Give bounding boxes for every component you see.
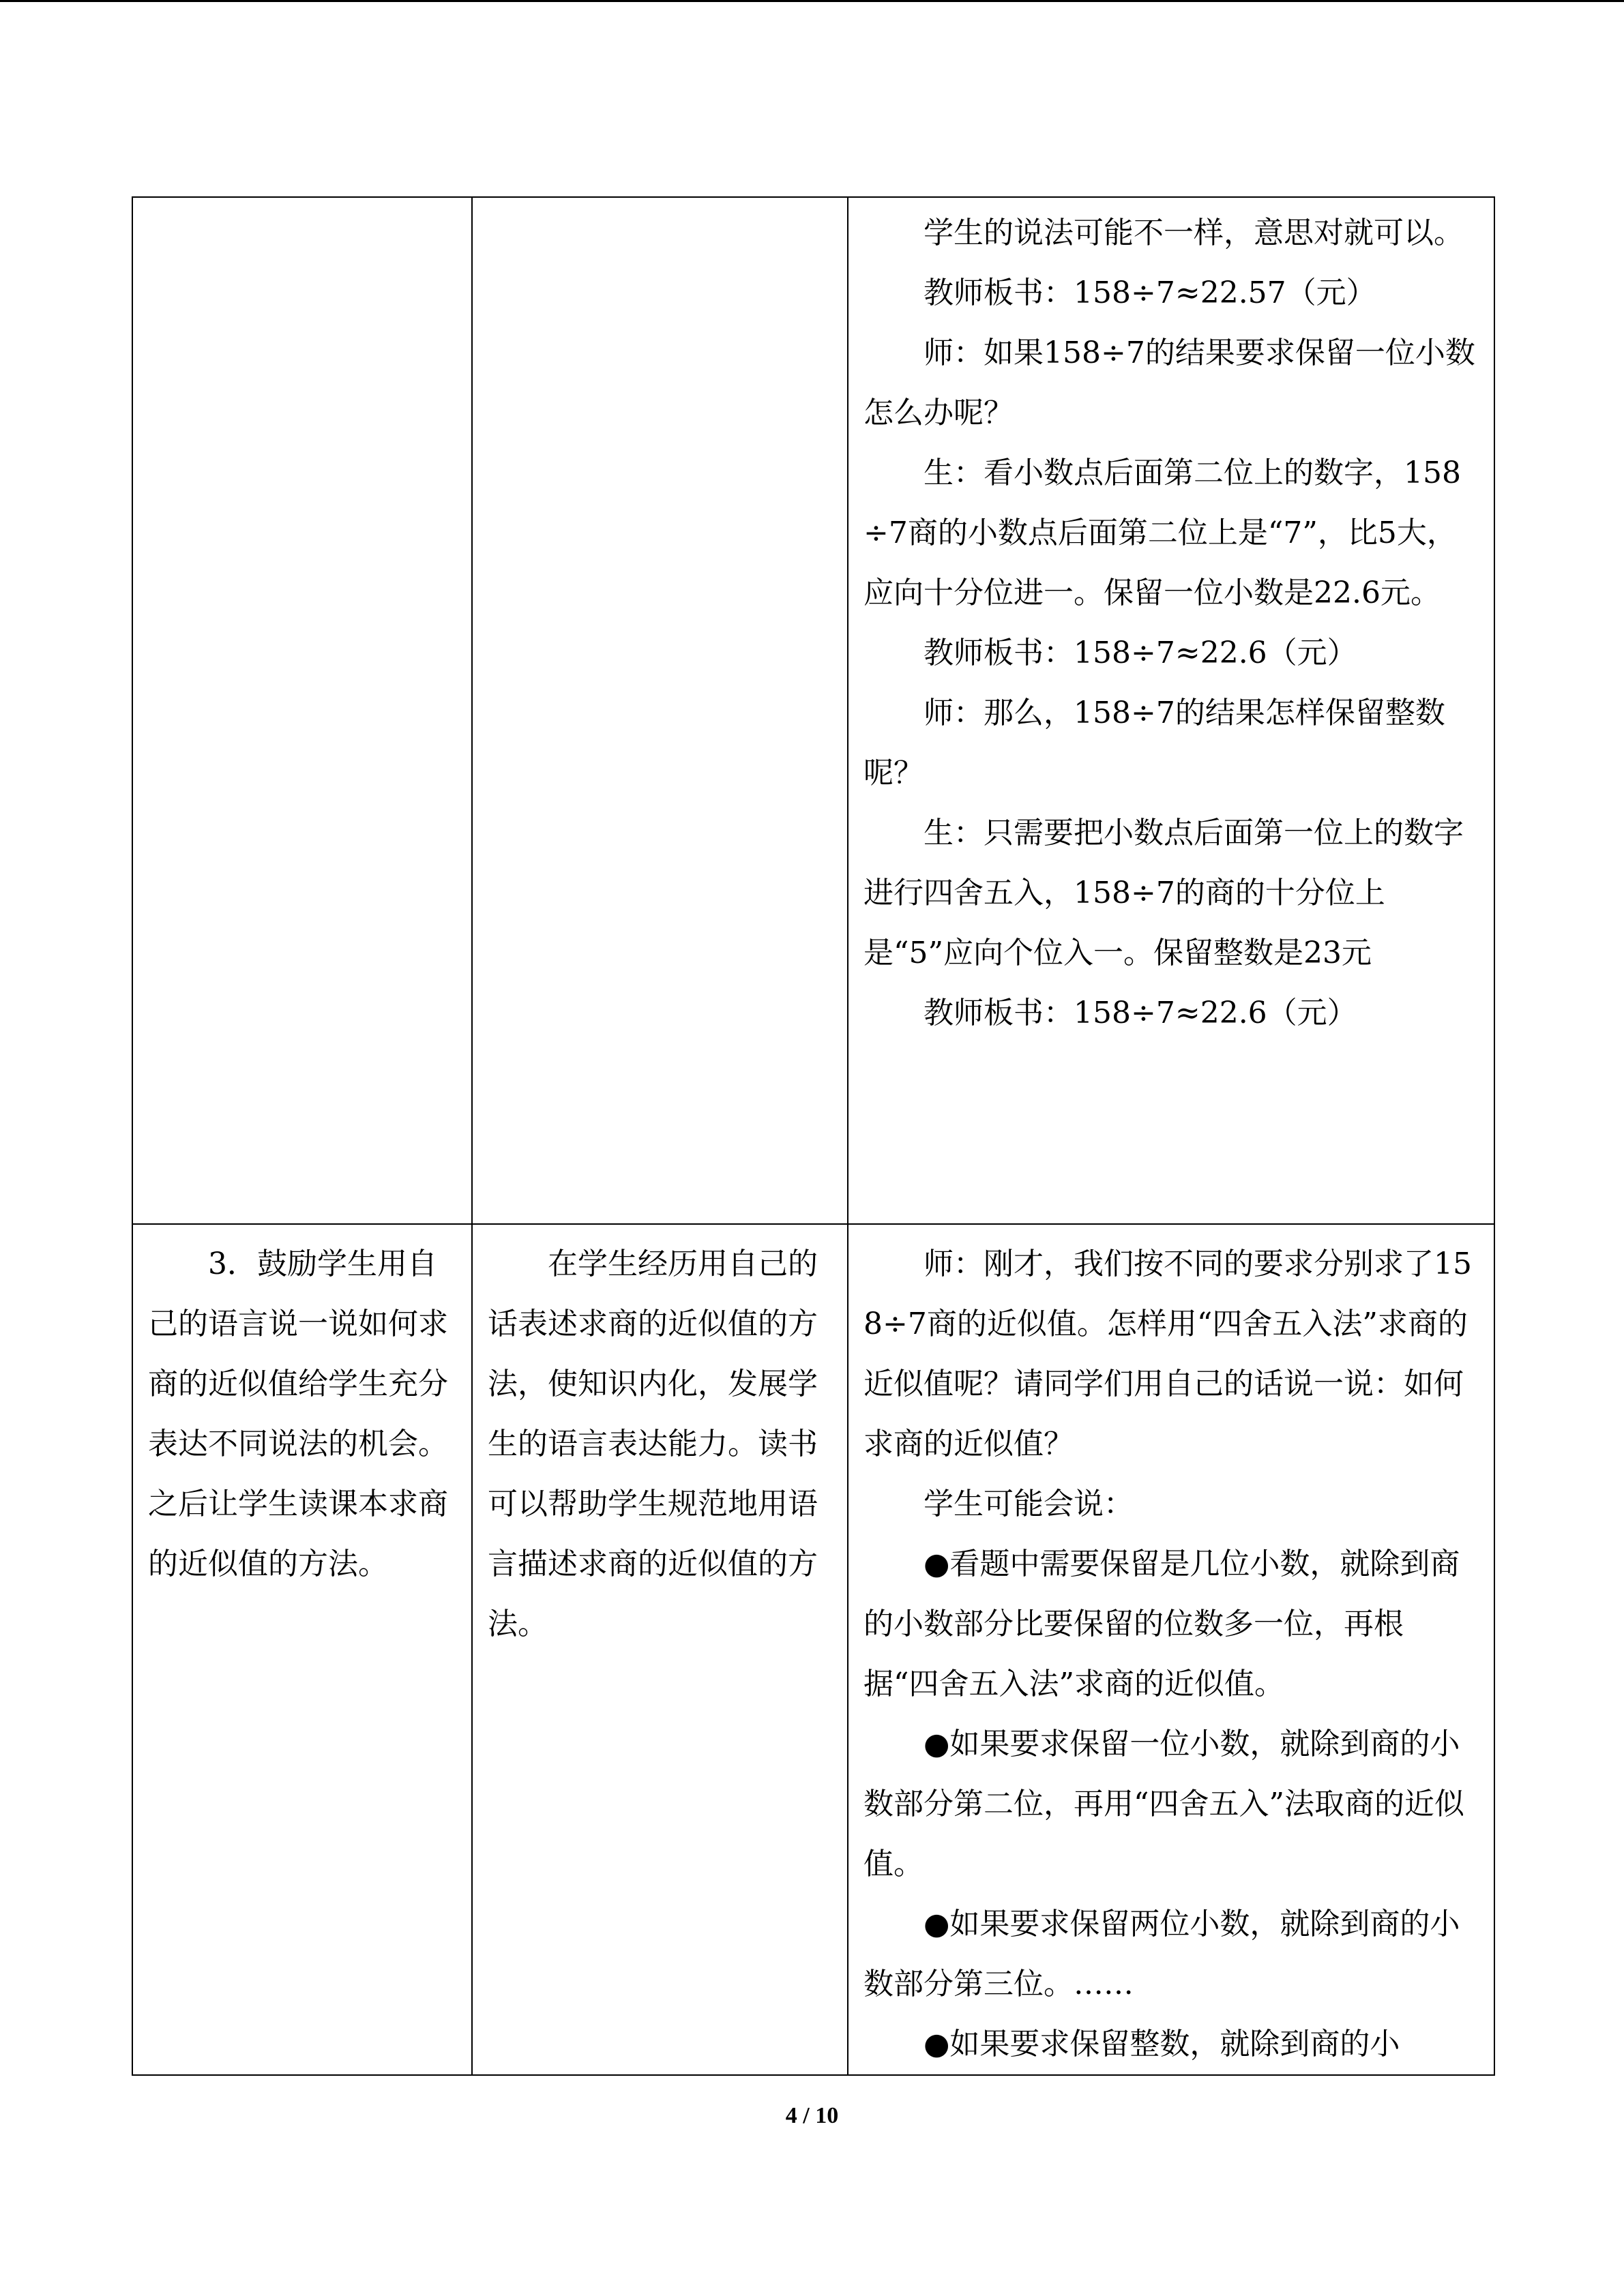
process-paragraph: 教师板书：158÷7≈22.6（元） <box>924 636 1357 670</box>
process-paragraph: 师：刚才，我们按不同的要求分别求了158÷7商的近似值。怎样用“四舍五入法”求商的近似值呢？请同学们用自己的话说一说：如何求商的近似值？ <box>863 1247 1472 1461</box>
table-row <box>132 1224 1494 2075</box>
process-paragraph: 生：只需要把小数点后面第一位上的数字进行四舍五入，158÷7的商的十分位上是“5”应向个位入一。保留整数是23元 <box>863 816 1464 970</box>
process-paragraph: 师：那么，158÷7的结果怎样保留整数呢？ <box>863 696 1445 790</box>
process-paragraph: 学生可能会说： <box>924 1487 1134 1521</box>
process-paragraph: ●如果要求保留整数，就除到商的小 <box>924 2027 1400 2061</box>
process-paragraph: 教师板书：158÷7≈22.57（元） <box>924 275 1376 310</box>
process-paragraph: 师：如果158÷7的结果要求保留一位小数怎么办呢？ <box>863 336 1475 430</box>
page-top-border <box>0 0 1624 2</box>
process-cell <box>848 197 1494 1224</box>
process-paragraph: 学生的说法可能不一样，意思对就可以。 <box>924 215 1464 250</box>
intent-text: 在学生经历用自己的话表述求商的近似值的方法，使知识内化，发展学生的语言表达能力。读书可以帮助学生规范地用语言描述求商的近似值的方法。 <box>488 1247 818 1641</box>
process-paragraph: 教师板书：158÷7≈22.6（元） <box>924 996 1357 1030</box>
table-row <box>132 197 1494 1224</box>
intent-cell <box>472 1224 848 2075</box>
process-paragraph: ●看题中需要保留是几位小数，就除到商的小数部分比要保留的位数多一位，再根据“四舍五入法”求商的近似值。 <box>863 1547 1460 1701</box>
process-cell <box>848 1224 1494 2075</box>
activity-cell <box>132 197 472 1224</box>
activity-text: 3．鼓励学生用自己的语言说一说如何求商的近似值给学生充分表达不同说法的机会。之后让学生读课本求商的近似值的方法。 <box>148 1247 448 1581</box>
lesson-plan-table <box>132 196 1495 2076</box>
process-paragraph: 生：看小数点后面第二位上的数字，158÷7商的小数点后面第二位上是“7”，比5大，应向十分位进一。保留一位小数是22.6元。 <box>863 456 1461 610</box>
process-paragraph: ●如果要求保留两位小数，就除到商的小数部分第三位。…… <box>863 1907 1460 2001</box>
intent-cell <box>472 197 848 1224</box>
process-paragraph: ●如果要求保留一位小数，就除到商的小数部分第二位，再用“四舍五入”法取商的近似值。 <box>863 1727 1464 1881</box>
page-number: 4 / 10 <box>785 2103 839 2128</box>
activity-cell <box>132 1224 472 2075</box>
